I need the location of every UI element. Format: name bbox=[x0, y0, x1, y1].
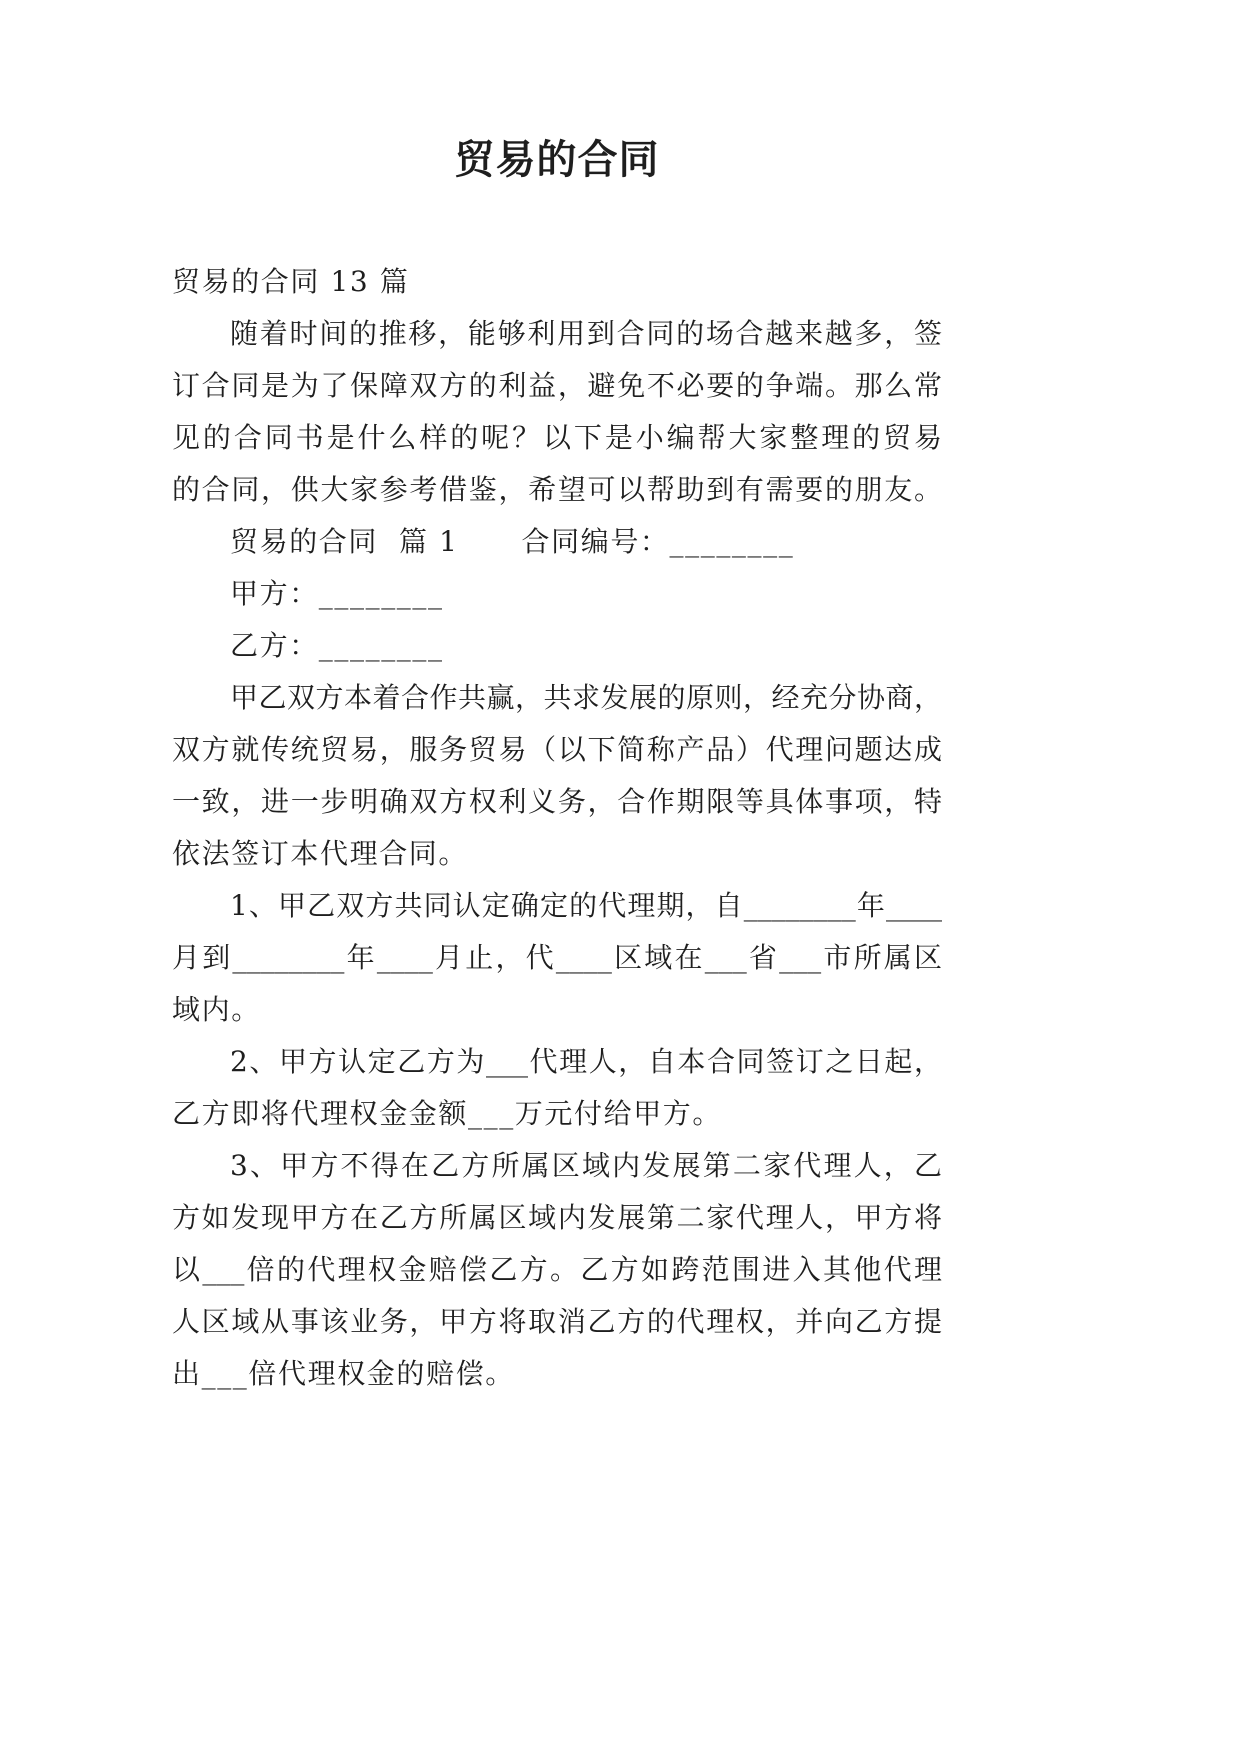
document-body bbox=[172, 256, 942, 1400]
clause-1-line: 1、甲乙双方共同认定确定的代理期，自________年____ bbox=[230, 889, 942, 922]
preamble-paragraph-line: 双方就传统贸易，服务贸易（以下简称产品）代理问题达成 bbox=[172, 733, 942, 766]
clause-1-line: 月到________年____月止，代____区域在___省___市所属区 bbox=[172, 941, 942, 974]
party-a-line: 甲方：________ bbox=[230, 577, 444, 610]
preamble-paragraph-line: 甲乙双方本着合作共赢，共求发展的原则，经充分协商， bbox=[230, 681, 942, 714]
clause-3-line: 人区域从事该业务，甲方将取消乙方的代理权，并向乙方提 bbox=[172, 1305, 942, 1338]
clause-2-line: 乙方即将代理权金金额___万元付给甲方。 bbox=[172, 1097, 723, 1130]
clause-3-line: 出___倍代理权金的赔偿。 bbox=[172, 1357, 515, 1390]
intro-paragraph-line: 的合同，供大家参考借鉴，希望可以帮助到有需要的朋友。 bbox=[172, 473, 942, 506]
clause-3-line: 方如发现甲方在乙方所属区域内发展第二家代理人，甲方将 bbox=[172, 1201, 942, 1234]
clause-1-line: 域内。 bbox=[172, 993, 261, 1026]
intro-paragraph-line: 订合同是为了保障双方的利益，避免不必要的争端。那么常 bbox=[172, 369, 942, 402]
party-b-line: 乙方：________ bbox=[230, 629, 444, 662]
intro-paragraph-line: 见的合同书是什么样的呢？以下是小编帮大家整理的贸易 bbox=[172, 421, 942, 454]
clause-2-line: 2、甲方认定乙方为___代理人，自本合同签订之日起， bbox=[230, 1045, 942, 1078]
document-title: 贸易的合同 bbox=[454, 136, 660, 183]
preamble-paragraph-line: 一致，进一步明确双方权利义务，合作期限等具体事项，特 bbox=[172, 785, 942, 818]
preamble-paragraph-line: 依法签订本代理合同。 bbox=[172, 837, 469, 870]
subtitle-line: 贸易的合同 13 篇 bbox=[172, 265, 410, 298]
clause-3-line: 以___倍的代理权金赔偿乙方。乙方如跨范围进入其他代理 bbox=[172, 1253, 942, 1286]
section-heading-line: 贸易的合同 篇 1 合同编号：________ bbox=[230, 525, 795, 558]
clause-3-line: 3、甲方不得在乙方所属区域内发展第二家代理人，乙 bbox=[230, 1149, 942, 1182]
intro-paragraph-line: 随着时间的推移，能够利用到合同的场合越来越多，签 bbox=[230, 317, 942, 350]
